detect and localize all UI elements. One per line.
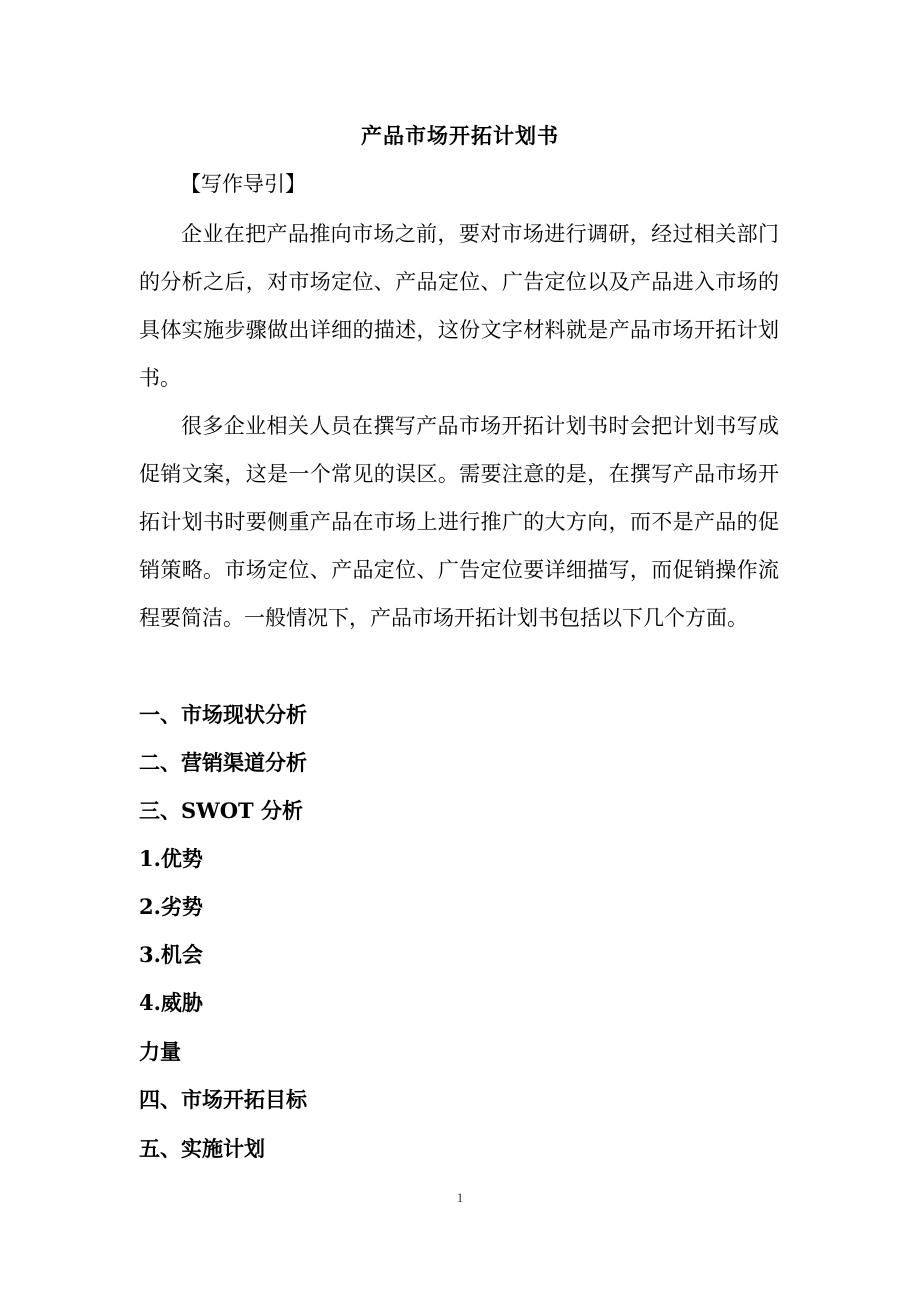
writing-guide-label: 【写作导引】 [180,172,306,196]
paragraph-intro: 企业在把产品推向市场之前，要对市场进行调研，经过相关部门的分析之后，对市场定位、产品定位、广告定位以及产品进入市场的具体实施步骤做出详细的描述，这份文字材料就是产品市场开拓计划书。 [139,222,779,390]
document-title: 产品市场开拓计划书 [361,123,559,148]
page-number: 1 [456,1190,464,1205]
section-heading-channel-analysis: 二、营销渠道分析 [139,750,307,775]
section-heading-swot [139,793,303,829]
list-item-strength-force: 力量 [139,1039,181,1064]
list-item-strengths: 1.优势 [139,846,203,871]
section-heading-implementation-plan: 五、实施计划 [139,1136,265,1161]
swot-heading-suffix: 分析 [253,798,303,823]
section-heading-market-goals: 四、市场开拓目标 [139,1087,307,1112]
list-item-opportunities: 3.机会 [139,942,203,967]
paragraph-notes: 很多企业相关人员在撰写产品市场开拓计划书时会把计划书写成促销文案，这是一个常见的误区。需要注意的是，在撰写产品市场开拓计划书时要侧重产品在市场上进行推广的大方向，而不是产品的促销策略。市场定位、产品定位、广告定位要详细描写，而促销操作流程要简洁。一般情况下，产品市场开拓计划书包括以下几个方面。 [139,414,779,630]
list-item-threats: 4.威胁 [139,990,203,1015]
swot-heading-prefix: 三、SWOT [139,798,254,823]
section-heading-market-analysis: 一、市场现状分析 [139,702,307,727]
list-item-weaknesses: 2.劣势 [139,894,203,919]
